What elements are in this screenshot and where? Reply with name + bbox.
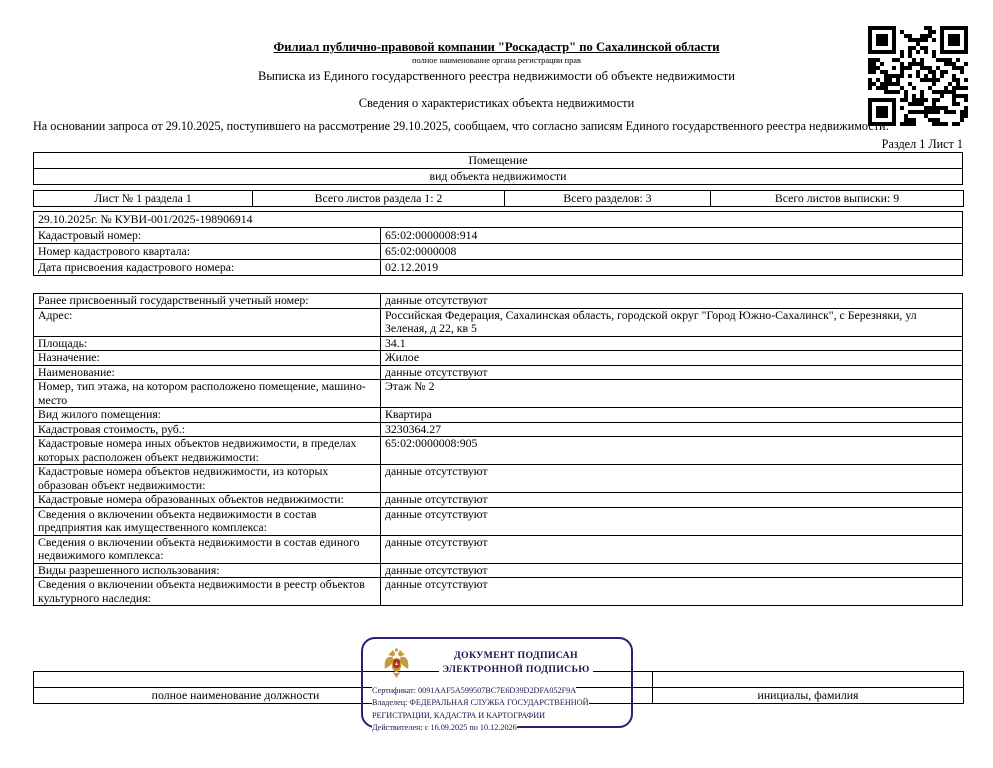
row-value: 3230364.27 (381, 422, 963, 437)
stamp-title-line1: ДОКУМЕНТ ПОДПИСАН (451, 650, 581, 661)
cadastral-table (33, 211, 963, 276)
sheet-info-cell: Всего листов выписки: 9 (711, 191, 964, 207)
row-value: 34.1 (381, 336, 963, 351)
row-value: данные отсутствуют (381, 493, 963, 508)
row-value: Российская Федерация, Сахалинская область, городской округ "Город Южно-Сахалинск", с Березняки, ул Зеленая, д 22, кв 5 (381, 308, 963, 336)
table-row (34, 493, 963, 508)
stamp-validity-line: Действителен: с 16.09.2025 по 10.12.2026 (372, 722, 517, 732)
row-label: Дата присвоения кадастрового номера: (34, 260, 381, 276)
org-name: Филиал публично-правовой компании "Роскадастр" по Сахалинской области (273, 40, 720, 54)
sheet-info-cell: Всего разделов: 3 (505, 191, 711, 207)
sheet-info-cell: Всего листов раздела 1: 2 (253, 191, 505, 207)
object-type-value: Помещение (34, 153, 963, 169)
signature-name-label: инициалы, фамилия (653, 688, 964, 704)
row-label: Площадь: (34, 336, 381, 351)
request-number: 29.10.2025г. № КУВИ-001/2025-198906914 (34, 212, 963, 228)
row-label: Наименование: (34, 365, 381, 380)
row-label: Вид жилого помещения: (34, 408, 381, 423)
org-name-caption: полное наименование органа регистрации прав (412, 56, 581, 65)
document-header (0, 40, 993, 84)
table-row (34, 212, 963, 228)
row-label: Кадастровые номера объектов недвижимости, из которых образован объект недвижимости: (34, 465, 381, 493)
row-value: данные отсутствуют (381, 365, 963, 380)
section-title: Сведения о характеристиках объекта недвижимости (358, 96, 635, 110)
document-title: Выписка из Единого государственного реестра недвижимости об объекте недвижимости (258, 69, 735, 83)
table-row (34, 535, 963, 563)
table-row (34, 294, 963, 309)
row-value: данные отсутствуют (381, 578, 963, 606)
row-label: Кадастровая стоимость, руб.: (34, 422, 381, 437)
table-row (34, 422, 963, 437)
table-row (34, 191, 964, 207)
row-value: 02.12.2019 (381, 260, 963, 276)
table-row (34, 153, 963, 169)
object-type-caption: вид объекта недвижимости (34, 169, 963, 185)
row-value: Квартира (381, 408, 963, 423)
table-row (34, 228, 963, 244)
row-label: Адрес: (34, 308, 381, 336)
stamp-certificate-line: Сертификат: 0091AAF5A599507BC7E6D39D2DFA052F9A (372, 686, 577, 695)
row-value: данные отсутствуют (381, 507, 963, 535)
table-row (34, 365, 963, 380)
sheet-info-table (33, 190, 964, 207)
row-value: данные отсутствуют (381, 465, 963, 493)
table-row (34, 336, 963, 351)
signature-left-label: полное наименование должности (151, 688, 320, 702)
row-value: Жилое (381, 351, 963, 366)
row-label: Виды разрешенного использования: (34, 563, 381, 578)
details-table (33, 293, 963, 606)
row-label: Назначение: (34, 351, 381, 366)
sheet-info-cell: Лист № 1 раздела 1 (34, 191, 253, 207)
row-label: Кадастровый номер: (34, 228, 381, 244)
row-label: Кадастровые номера иных объектов недвижимости, в пределах которых расположен объект недвижимости: (34, 437, 381, 465)
object-type-table (33, 152, 963, 185)
table-row (34, 578, 963, 606)
row-value: данные отсутствуют (381, 535, 963, 563)
table-row (34, 244, 963, 260)
row-label: Сведения о включении объекта недвижимости в реестр объектов культурного наследия: (34, 578, 381, 606)
signature-empty-cell (653, 672, 964, 688)
table-row (34, 308, 963, 336)
row-value: 65:02:0000008 (381, 244, 963, 260)
table-row (34, 351, 963, 366)
row-label: Номер, тип этажа, на котором расположено помещение, машино-место (34, 380, 381, 408)
table-row (34, 260, 963, 276)
request-line: На основании запроса от 29.10.2025, поступившего на рассмотрение 29.10.2025, сообщаем, что согласно записям Единого государственного реестра недвижимости: (33, 119, 889, 133)
row-value: данные отсутствуют (381, 294, 963, 309)
row-label: Номер кадастрового квартала: (34, 244, 381, 260)
row-value: 65:02:0000008:914 (381, 228, 963, 244)
row-label: Сведения о включении объекта недвижимости в состав предприятия как имущественного комплекса: (34, 507, 381, 535)
table-row (34, 380, 963, 408)
table-row (34, 437, 963, 465)
table-row (34, 465, 963, 493)
row-label: Кадастровые номера образованных объектов недвижимости: (34, 493, 381, 508)
table-row (34, 563, 963, 578)
row-value: 65:02:0000008:905 (381, 437, 963, 465)
digital-signature-stamp (361, 637, 633, 732)
stamp-owner-line: Владелец: ФЕДЕРАЛЬНАЯ СЛУЖБА ГОСУДАРСТВЕННОЙ РЕГИСТРАЦИИ, КАДАСТРА И КАРТОГРАФИИ (372, 698, 589, 720)
section-sheet-label: Раздел 1 Лист 1 (881, 137, 963, 151)
row-label: Сведения о включении объекта недвижимости в состав единого недвижимого комплекса: (34, 535, 381, 563)
stamp-title-line2: ЭЛЕКТРОННОЙ ПОДПИСЬЮ (439, 664, 592, 675)
table-row (34, 169, 963, 185)
row-value: Этаж № 2 (381, 380, 963, 408)
row-label: Ранее присвоенный государственный учетный номер: (34, 294, 381, 309)
table-row (34, 507, 963, 535)
table-row (34, 408, 963, 423)
russian-coat-of-arms-icon (383, 645, 410, 682)
row-value: данные отсутствуют (381, 563, 963, 578)
